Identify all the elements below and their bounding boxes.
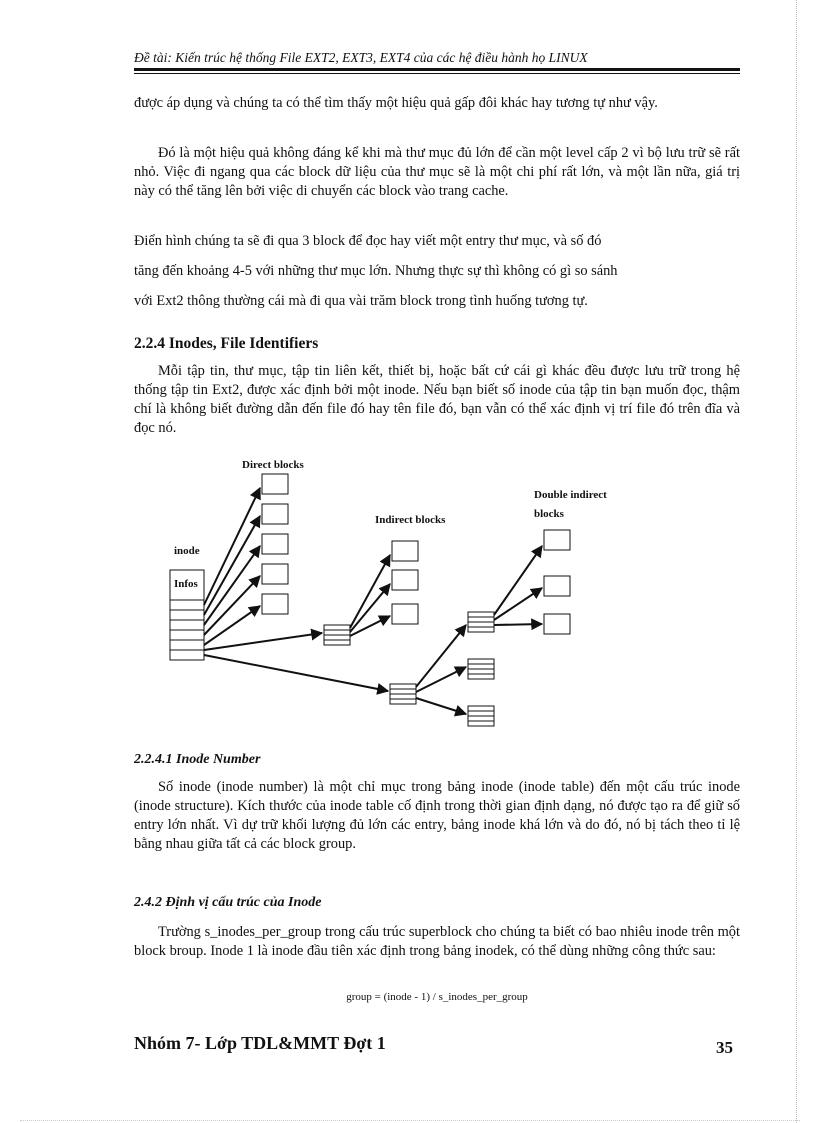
- double-indirect-label-1: Double indirect: [534, 489, 607, 501]
- double-indirect-table: [390, 684, 416, 704]
- double-indirect-second-level: [468, 612, 494, 726]
- infos-label: Infos: [174, 578, 198, 590]
- paragraph-3-line-2: tăng đến khoảng 4-5 với những thư mục lớn. Nhưng thực sự thì không có gì so sánh: [134, 263, 618, 279]
- indirect-data-blocks: [392, 541, 418, 624]
- page-header-title: Đề tài: Kiến trúc hệ thống File EXT2, EXT3, EXT4 của các hệ điều hành họ LINUX: [134, 50, 588, 65]
- section-2-2-4-1-text: Số inode (inode number) là một chỉ mục trong bảng inode (inode table) đến một cấu trúc inode (inode structure). Kích thước của inode table cố định trong thời gian định dạng, nó được tạo ra để giữ số entry lớn nhất. Vì dự trữ khối lượng đủ lớn các entry, bảng inode khá lớn và do đó, nó bị tách theo tỉ lệ bằng nhau giữa tất cả các block group.: [134, 779, 740, 852]
- direct-blocks-label: Direct blocks: [242, 459, 304, 471]
- header-rule-thin: [134, 73, 740, 74]
- page-edge-guide-horizontal: [20, 1120, 800, 1122]
- direct-pointers: [204, 488, 260, 645]
- header-rule-thick: [134, 68, 740, 71]
- paragraph-3-line-1: Điển hình chúng ta sẽ đi qua 3 block để đọc hay viết một entry thư mục, và số đó: [134, 233, 602, 249]
- section-heading-2-4-2: 2.4.2 Định vị cấu trúc của Inode: [134, 895, 322, 910]
- footer-group-name: Nhóm 7- Lớp TDL&MMT Đợt 1: [134, 1033, 386, 1053]
- section-heading-2-2-4: 2.2.4 Inodes, File Identifiers: [134, 335, 319, 352]
- page-edge-guide-vertical: [796, 0, 798, 1123]
- indirect-table: [324, 625, 350, 645]
- inode-block-diagram: [160, 452, 630, 742]
- paragraph-2: Đó là một hiệu quả không đáng kể khi mà thư mục đủ lớn để cần một level cấp 2 vì bộ lưu trữ sẽ rất nhỏ. Việc đi ngang qua các block dữ liệu của thư mục sẽ là một chi phí rất lớn, và một lần nữa, giá trị này có thể tăng lên bởi việc di chuyển các block vào trang cache.: [134, 145, 740, 199]
- paragraph-3-line-3: với Ext2 thông thường cái mà đi qua vài trăm block trong tình huống tương tự.: [134, 293, 588, 309]
- direct-blocks: [262, 474, 288, 614]
- indirect-blocks-label: Indirect blocks: [375, 514, 446, 526]
- double-indirect-label-2: blocks: [534, 508, 564, 520]
- section-2-2-4-text: Mỗi tập tin, thư mục, tập tin liên kết, thiết bị, hoặc bất cứ cái gì khác đều được lưu trữ trong hệ thống tập tin Ext2, được xác định bởi một inode. Nếu bạn biết số inode của tập tin bạn muốn đọc, thậm chí là không biết đường dẫn đến file đó hay tên file đó, bạn vẫn có thể xác định vị trí file đó trên đĩa và đọc nó.: [134, 363, 740, 436]
- inode-label: inode: [174, 545, 200, 557]
- page-number: 35: [716, 1038, 733, 1057]
- indirect-pointers: [204, 555, 390, 650]
- group-formula: group = (inode - 1) / s_inodes_per_group: [346, 991, 528, 1003]
- double-indirect-data-blocks: [544, 530, 570, 634]
- section-2-4-2-text: Trường s_inodes_per_group trong cấu trúc superblock cho chúng ta biết có bao nhiêu inode trên một block broup. Inode 1 là inode đầu tiên xác định trong bảng inodek, có thể dùng những công thức sau:: [134, 924, 740, 959]
- paragraph-1: được áp dụng và chúng ta có thể tìm thấy một hiệu quả gấp đôi khác hay tương tự như vậy.: [134, 95, 658, 111]
- section-heading-2-2-4-1: 2.2.4.1 Inode Number: [134, 752, 261, 767]
